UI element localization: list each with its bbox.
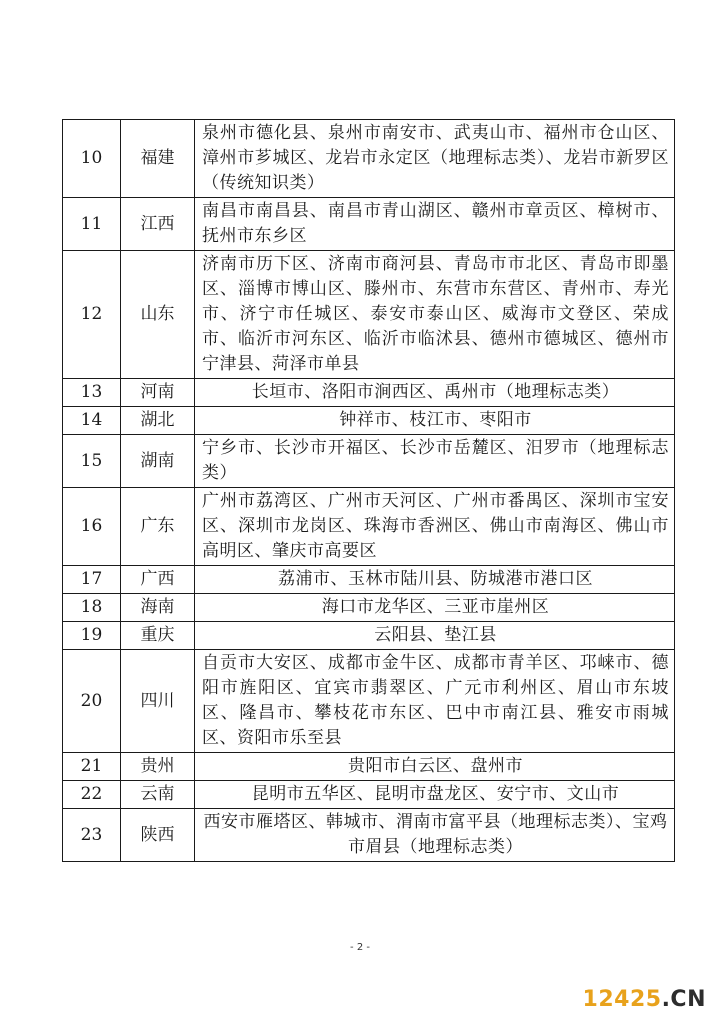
city-list-cell [195,120,675,198]
city-list-text: 钟祥市、枝江市、枣阳市 [339,410,532,430]
row-number: 20 [63,650,121,753]
city-list-text: 泉州市德化县、泉州市南安市、武夷山市、福州市仓山区、漳州市芗城区、龙岩市永定区（地理标志类）、龙岩市新罗区（传统知识类） [202,123,669,193]
city-list-text: 长垣市、洛阳市涧西区、禹州市（地理标志类） [251,382,620,402]
province-name: 贵州 [121,753,195,781]
province-name: 山东 [121,251,195,379]
row-number: 15 [63,435,121,488]
table-row [63,622,675,650]
table-row [63,781,675,809]
city-list-text: 海口市龙华区、三亚市崖州区 [321,597,550,617]
city-list-text: 自贡市大安区、成都市金牛区、成都市青羊区、邛崃市、德阳市旌阳区、宜宾市翡翠区、广元市利州区、眉山市东坡区、隆昌市、攀枝花市东区、巴中市南江县、雅安市雨城区、资阳市乐至县 [202,653,669,748]
page-number: - 2 - [350,942,370,953]
table-row [63,251,675,379]
city-list-text: 西安市雁塔区、韩城市、渭南市富平县（地理标志类）、宝鸡市眉县（地理标志类） [203,812,668,857]
province-name: 河南 [121,379,195,407]
row-number: 10 [63,120,121,198]
table-row [63,809,675,862]
province-name: 陕西 [121,809,195,862]
city-list-cell [195,650,675,753]
row-number: 12 [63,251,121,379]
city-list-table [62,119,675,862]
city-list-cell [195,809,675,862]
table-row [63,435,675,488]
province-name: 湖南 [121,435,195,488]
table-row [63,650,675,753]
city-list-text: 昆明市五华区、昆明市盘龙区、安宁市、文山市 [251,784,620,804]
city-list-text: 宁乡市、长沙市开福区、长沙市岳麓区、汨罗市（地理标志类） [202,438,669,483]
province-name: 海南 [121,594,195,622]
city-list-cell [195,407,675,435]
table-row [63,566,675,594]
table-row [63,753,675,781]
table-row [63,488,675,566]
city-list-cell [195,379,675,407]
city-list-cell [195,622,675,650]
table-row [63,120,675,198]
province-name: 福建 [121,120,195,198]
city-list-text: 南昌市南昌县、南昌市青山湖区、赣州市章贡区、樟树市、抚州市东乡区 [202,201,669,246]
city-list-cell [195,435,675,488]
city-list-cell [195,488,675,566]
city-list-text: 济南市历下区、济南市商河县、青岛市市北区、青岛市即墨区、淄博市博山区、滕州市、东营市东营区、青州市、寿光市、济宁市任城区、泰安市泰山区、威海市文登区、荣成市、临沂市河东区、临沂市临沭县、德州市德城区、德州市宁津县、菏泽市单县 [202,254,669,374]
city-list-text: 云阳县、垫江县 [374,625,497,645]
city-list-cell [195,594,675,622]
city-list-cell [195,781,675,809]
watermark-digits: 12425 [582,987,662,1012]
table-row [63,594,675,622]
province-name: 广东 [121,488,195,566]
table-row [63,379,675,407]
city-list-cell [195,566,675,594]
row-number: 17 [63,566,121,594]
table-row [63,198,675,251]
row-number: 11 [63,198,121,251]
city-list-text: 贵阳市白云区、盘州市 [348,756,523,776]
city-list-cell [195,251,675,379]
row-number: 16 [63,488,121,566]
province-name: 广西 [121,566,195,594]
province-name: 湖北 [121,407,195,435]
row-number: 22 [63,781,121,809]
province-name: 重庆 [121,622,195,650]
city-list-text: 广州市荔湾区、广州市天河区、广州市番禺区、深圳市宝安区、深圳市龙岗区、珠海市香洲区、佛山市南海区、佛山市高明区、肇庆市高要区 [202,491,669,561]
row-number: 14 [63,407,121,435]
row-number: 21 [63,753,121,781]
province-name: 四川 [121,650,195,753]
city-list-cell [195,198,675,251]
site-watermark-logo [583,987,706,1012]
province-name: 江西 [121,198,195,251]
row-number: 13 [63,379,121,407]
row-number: 18 [63,594,121,622]
table-body [63,120,675,862]
city-list-text: 荔浦市、玉林市陆川县、防城港市港口区 [278,569,593,589]
table-row [63,407,675,435]
watermark-domain: .CN [661,987,706,1012]
city-list-cell [195,753,675,781]
row-number: 23 [63,809,121,862]
row-number: 19 [63,622,121,650]
province-name: 云南 [121,781,195,809]
